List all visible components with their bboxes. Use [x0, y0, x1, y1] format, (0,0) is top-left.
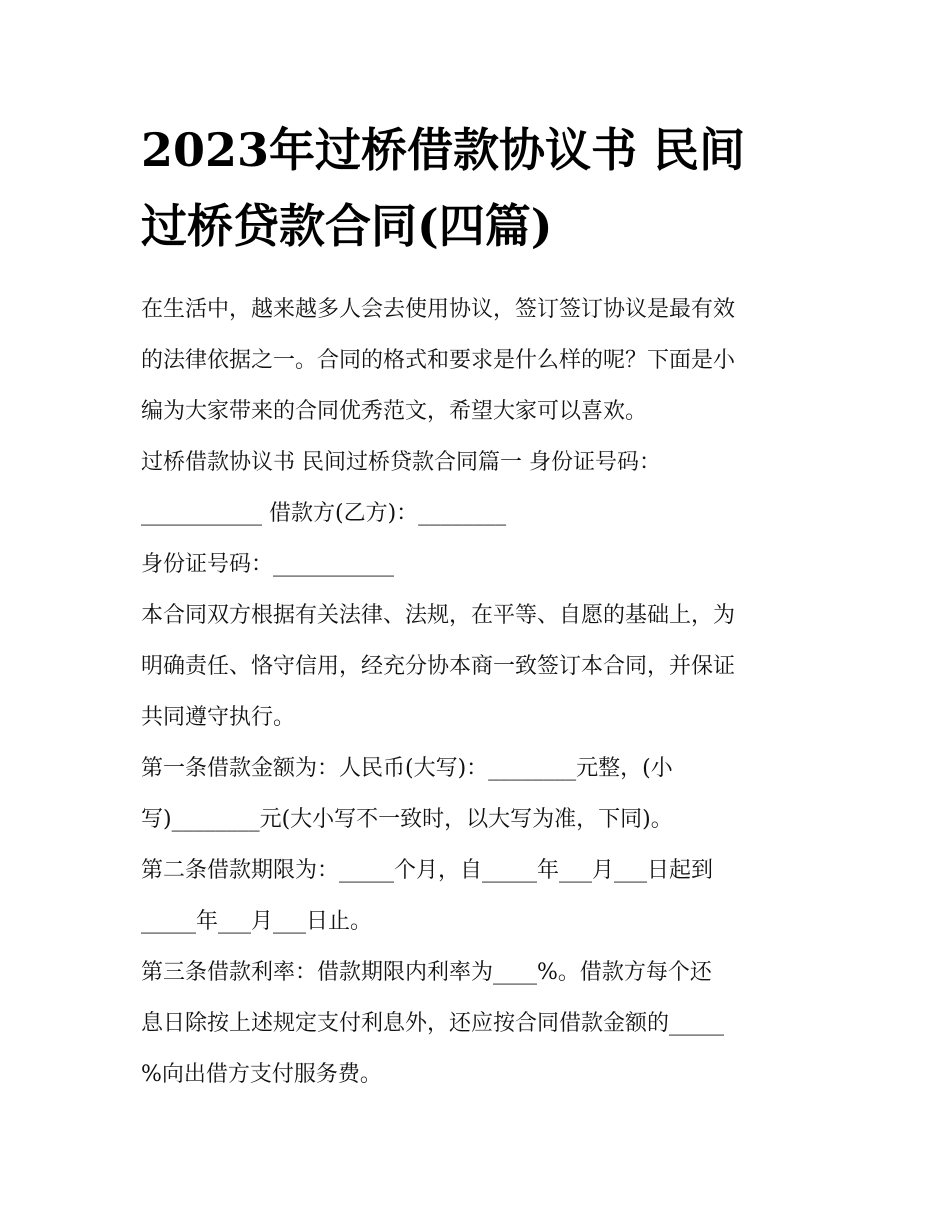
- text-line-13: _____年___月___日止。: [141, 909, 373, 934]
- text-line-09: 共同遵守执行。: [141, 705, 296, 730]
- document-body: [141, 112, 821, 1100]
- text-line-11: 写)________元(大小写不一致时，以大写为准，下同)。: [141, 807, 673, 832]
- title-line-2: 过桥贷款合同(四篇): [141, 199, 553, 253]
- text-line-08: 明确责任、恪守信用，经充分协本商一致签订本合同，并保证: [141, 654, 736, 679]
- text-line-16: %向出借方支付服务费。: [141, 1062, 382, 1087]
- text-line-10: 第一条借款金额为：人民币(大写)：________元整，(小: [141, 756, 673, 781]
- text-line-02: 的法律依据之一。合同的格式和要求是什么样的呢？下面是小: [141, 348, 736, 373]
- text-line-12: 第二条借款期限为：_____个月，自_____年___月___日起到: [141, 858, 714, 883]
- text-line-06: 身份证号码：___________: [141, 552, 395, 577]
- text-line-15: 息日除按上述规定支付利息外，还应按合同借款金额的_____: [141, 1011, 725, 1036]
- text-line-03: 编为大家带来的合同优秀范文，希望大家可以喜欢。: [141, 399, 648, 424]
- document-title: [141, 112, 821, 264]
- text-line-05: ___________ 借款方(乙方)：________: [141, 501, 507, 526]
- text-line-01: 在生活中，越来越多人会去使用协议，签订签订协议是最有效: [141, 297, 736, 322]
- text-line-07: 本合同双方根据有关法律、法规，在平等、自愿的基础上，为: [141, 603, 736, 628]
- text-line-14: 第三条借款利率：借款期限内利率为____%。借款方每个还: [141, 960, 712, 985]
- text-line-04: 过桥借款协议书 民间过桥贷款合同篇一 身份证号码：: [141, 450, 661, 475]
- title-line-1: 2023年过桥借款协议书 民间: [141, 123, 746, 177]
